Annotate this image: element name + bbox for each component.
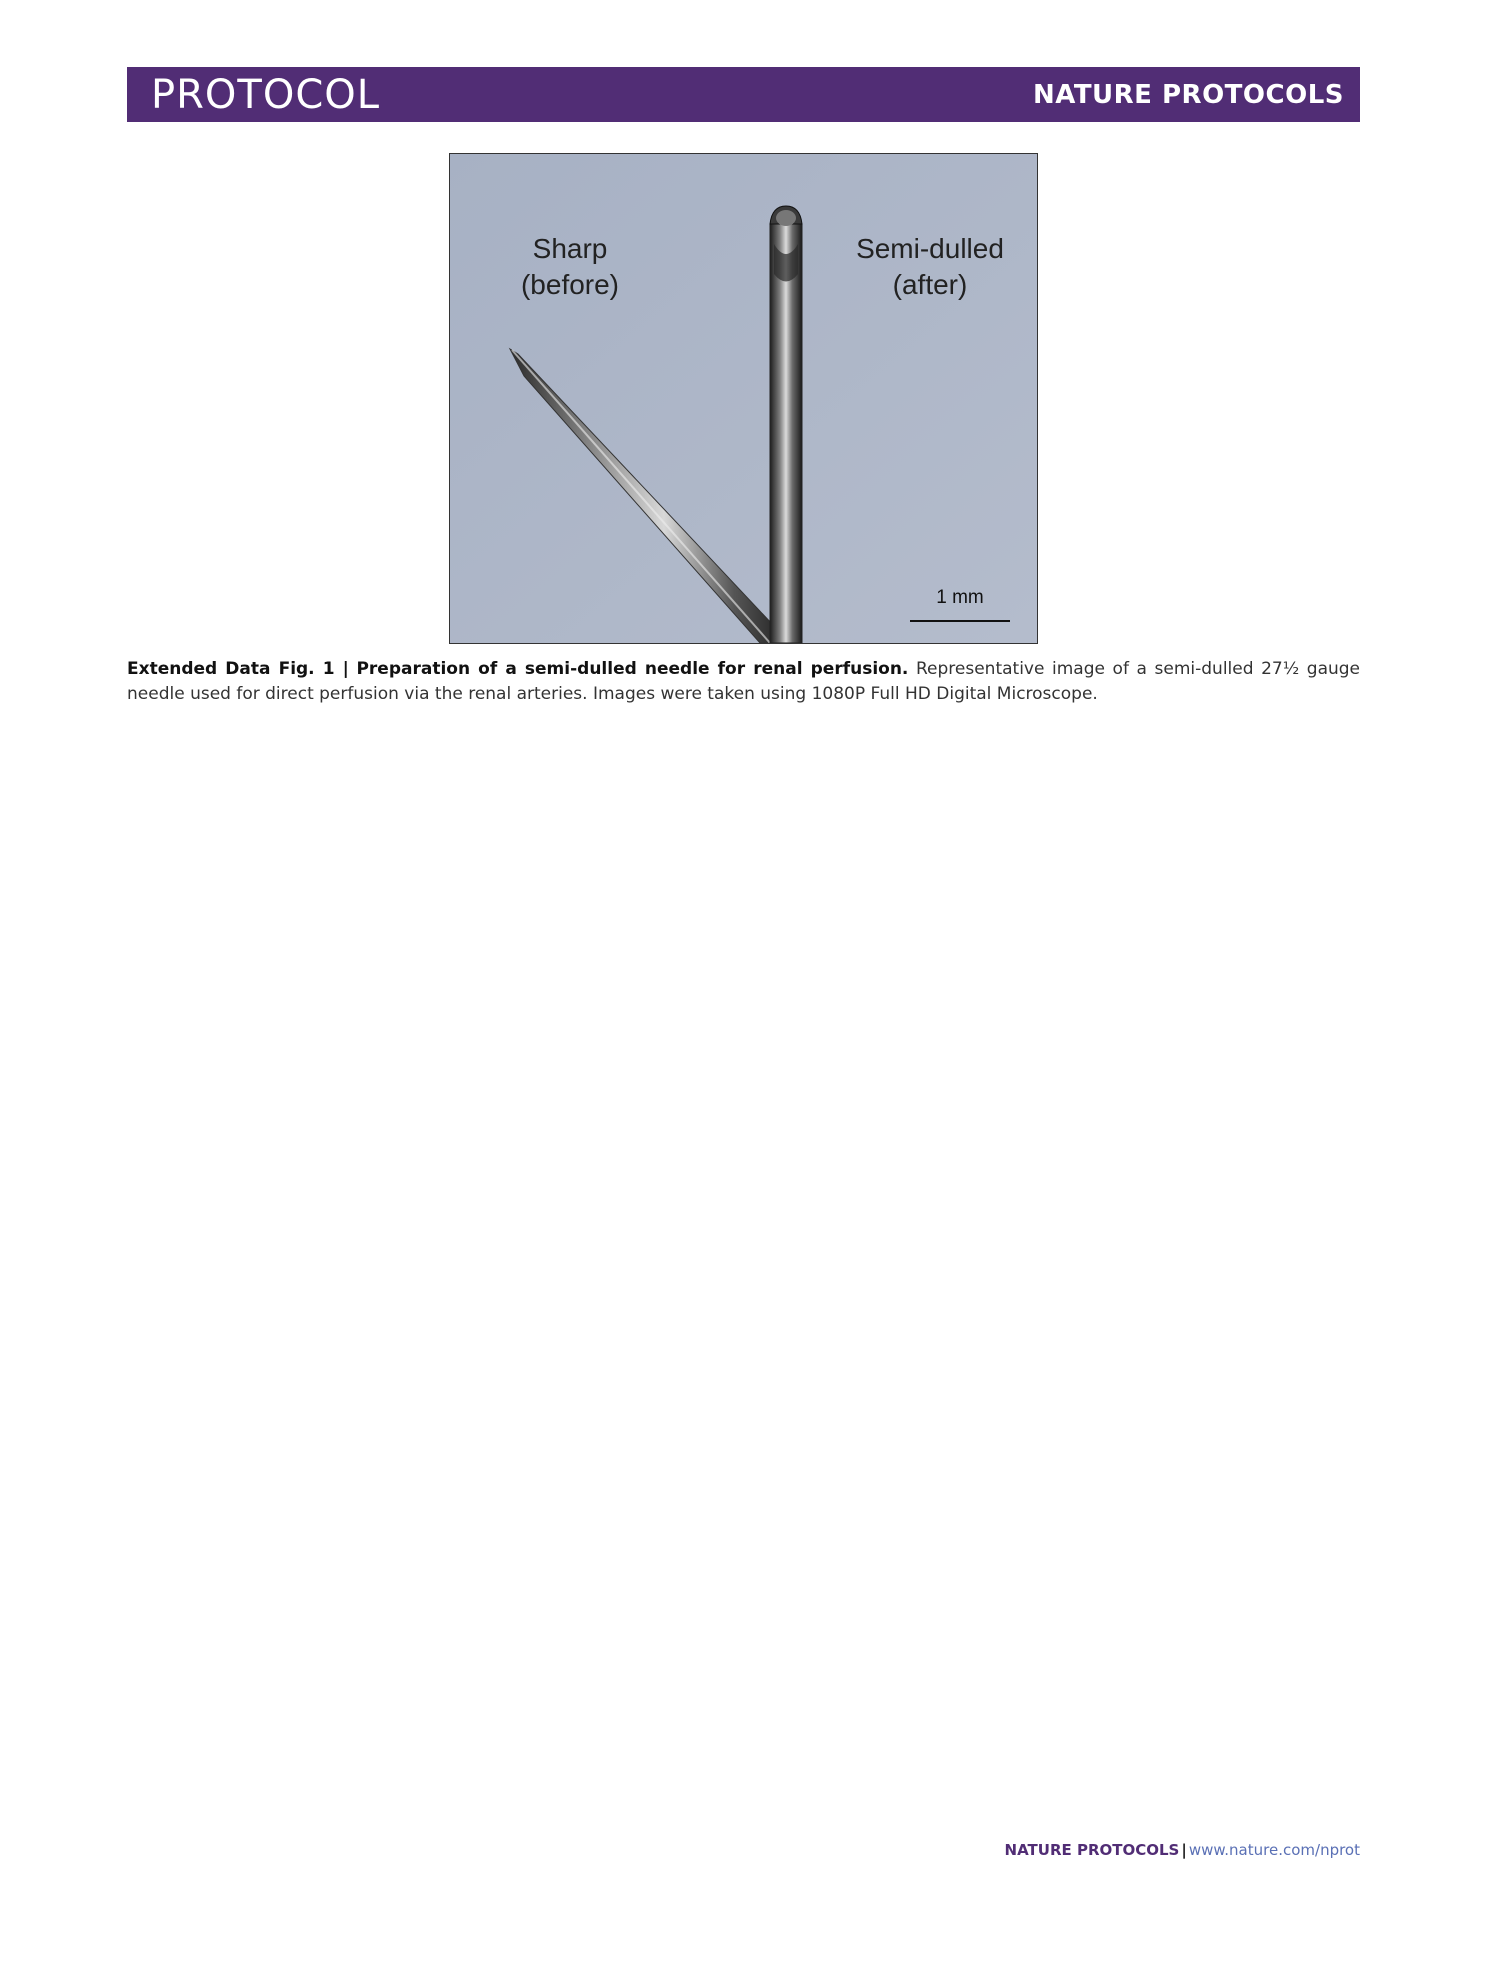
- label-semi-dulled: [835, 231, 1025, 303]
- needles-photo: [450, 154, 1037, 643]
- page-footer: [1005, 1841, 1360, 1859]
- footer-url[interactable]: www.nature.com/nprot: [1188, 1841, 1360, 1859]
- caption-body: Representative image of a semi-dulled 27½ gauge needle used for direct perfusion via the renal arteries. Images were taken using 1080P Full HD Digital Microscope.: [127, 659, 1361, 704]
- header-bar: [127, 67, 1360, 122]
- label-dulled-line1: Semi-dulled: [856, 233, 1004, 264]
- label-dulled-line2: (after): [892, 269, 968, 300]
- section-title: PROTOCOL: [151, 72, 381, 118]
- label-sharp-line2: (before): [520, 269, 620, 300]
- figure-caption: [127, 657, 1360, 707]
- caption-figure-id: Extended Data Fig. 1 |: [127, 659, 349, 679]
- semi-dulled-needle: [770, 206, 802, 643]
- footer-journal: NATURE PROTOCOLS: [1004, 1841, 1180, 1859]
- caption-title: Preparation of a semi-dulled needle for renal perfusion.: [356, 659, 909, 679]
- journal-name: NATURE PROTOCOLS: [1032, 80, 1344, 110]
- scale-bar-label: 1 mm: [936, 587, 984, 608]
- label-sharp-line1: Sharp: [532, 233, 608, 264]
- footer-separator: |: [1181, 1841, 1187, 1859]
- figure-image: [449, 153, 1038, 644]
- label-sharp: [490, 231, 650, 303]
- scale-bar: [910, 620, 1010, 622]
